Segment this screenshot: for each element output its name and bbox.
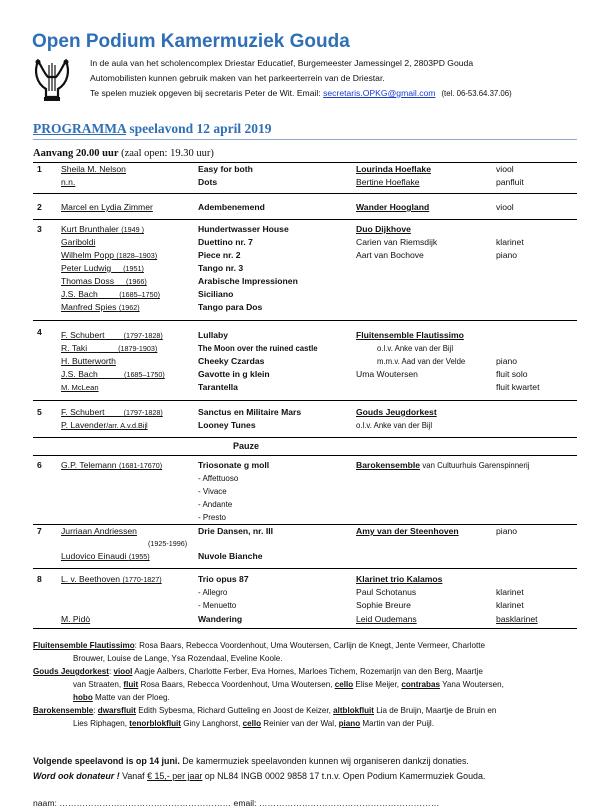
- composer-years: (1797-1828): [123, 408, 163, 417]
- composer-name: F. Schubert: [61, 330, 105, 340]
- composer-years: (1966): [125, 277, 147, 286]
- instrument: piano: [496, 526, 518, 536]
- note-label: Fluitensemble Flautissimo: [33, 641, 135, 650]
- composer-name: G.P. Telemann: [61, 460, 117, 470]
- performer: Aart van Bochove: [356, 250, 424, 260]
- instrument: fluit solo: [496, 369, 528, 379]
- donor-text: op NL84 INGB 0002 9858 17 t.n.v. Open Podium Kamermuziek Gouda.: [202, 771, 486, 781]
- composer: [61, 574, 162, 585]
- pause-label: Pauze: [233, 441, 260, 451]
- instrument-label: piano: [338, 719, 361, 728]
- item-number: 5: [37, 407, 42, 417]
- composer-name: Ludovico Einaudi: [61, 551, 127, 561]
- piece-title: Lullaby: [198, 330, 229, 340]
- note-text: Martin van der Puijl.: [360, 719, 434, 728]
- note-text: Matte van der Ploeg.: [92, 693, 170, 702]
- donor-amount: € 15,- per jaar: [147, 771, 203, 781]
- composer: [61, 224, 144, 235]
- item-number: 4: [37, 327, 42, 337]
- note-text: Elise Meijer,: [353, 680, 402, 689]
- piece-title: Duettino nr. 7: [198, 237, 253, 247]
- performer: Uma Woutersen: [356, 369, 418, 379]
- composer-name: Peter Ludwig: [61, 263, 112, 273]
- note-text: Yana Woutersen,: [440, 680, 504, 689]
- row-divider: [33, 524, 577, 525]
- piece-title: Trio opus 87: [198, 574, 249, 584]
- piece-title: Sanctus en Militaire Mars: [198, 407, 302, 417]
- row-divider: [33, 437, 577, 438]
- instrument: piano: [496, 250, 518, 260]
- composer-name: Thomas Doss: [61, 276, 115, 286]
- piece-title: Hundertwasser House: [198, 224, 289, 234]
- performer: Wander Hoogland: [356, 202, 430, 212]
- movement: - Vivace: [198, 487, 227, 496]
- composer: M. McLean: [61, 383, 99, 392]
- note-text: Giny Langhorst,: [180, 719, 243, 728]
- piece-title: Tango para Dos: [198, 302, 263, 312]
- composer-years: (1962): [118, 303, 140, 312]
- note-text: : Rosa Baars, Rebecca Voordenhout, Uma Woutersen, Carlijn de Knegt, Jente Vermeer, Charlotte: [134, 641, 485, 650]
- piece-title: Looney Tunes: [198, 420, 256, 430]
- performer: Sophie Breure: [356, 600, 411, 610]
- contact-line: [90, 88, 512, 98]
- composer-years: (1828–1903): [116, 251, 158, 260]
- composer: [61, 420, 148, 431]
- composer: H. Butterworth: [61, 356, 116, 366]
- barok-note: Barokensemble: dwarsfluit Edith Sybesma, Richard Gutteling en Joost de Keizer, altblokfluit Lia de Bruijn, Maartje de Bruin en: [33, 706, 497, 715]
- instrument: klarinet: [496, 600, 524, 610]
- composer: [61, 330, 163, 341]
- composer: [61, 263, 144, 274]
- row-divider: [33, 400, 577, 401]
- ensemble-notes: [33, 639, 578, 730]
- start-time: [33, 148, 214, 159]
- composer: M. Pidò: [61, 614, 91, 624]
- row-divider: [33, 628, 577, 629]
- piece-title: Wandering: [198, 614, 243, 624]
- composer-name: P. Lavender: [61, 420, 107, 430]
- row-divider: [33, 162, 577, 163]
- performer-name: Barokensemble: [356, 460, 421, 470]
- composer-name: R. Taki: [61, 343, 88, 353]
- piece-title: Easy for both: [198, 164, 253, 174]
- instrument: klarinet: [496, 237, 524, 247]
- programma-heading: [33, 121, 272, 137]
- composer: [61, 551, 150, 562]
- piece-title: The Moon over the ruined castle: [198, 344, 318, 353]
- note-text: Edith Sybesma, Richard Gutteling en Joost de Keizer,: [136, 706, 334, 715]
- performer: o.l.v. Anke van der Bijl: [356, 421, 433, 430]
- note-text: Aagje Aalbers, Charlotte Ferber, Eva Hornes, Marloes Tichem, Rozemarijn van den Berg, Maartje: [132, 667, 483, 676]
- programma-date: speelavond 12 april 2019: [129, 121, 272, 136]
- composer-years: (1925-1996): [148, 539, 188, 548]
- phone-text: (tel. 06-53.64.37.06): [441, 89, 512, 98]
- composer: Gariboldi: [61, 237, 96, 247]
- performer: Duo Dijkhove: [356, 224, 411, 234]
- program-table: [33, 162, 577, 632]
- donor-cta: Word ook donateur !: [33, 771, 120, 781]
- performer-note: van Cultuurhuis Garenspinnerij: [422, 461, 530, 470]
- item-number: 2: [37, 202, 42, 212]
- instrument: klarinet: [496, 587, 524, 597]
- instrument-label: cello: [242, 719, 262, 728]
- composer-years: (1770-1827): [122, 575, 162, 584]
- name-email-field[interactable]: naam: …………………………………………………… email: ………………………………………………………: [33, 798, 440, 808]
- note-text: van Straaten,: [73, 680, 124, 689]
- programma-label: PROGRAMMA: [33, 121, 126, 136]
- item-number: 3: [37, 224, 42, 234]
- performer: Gouds Jeugdorkest: [356, 407, 437, 417]
- row-divider: [33, 320, 577, 321]
- composer-name: J.S. Bach: [61, 289, 98, 299]
- performer: Bertine Hoeflake: [356, 177, 420, 187]
- composer-years: (1685–1750): [124, 370, 165, 379]
- piece-title: Tarantella: [198, 382, 238, 392]
- instrument-label: contrabas: [401, 680, 440, 689]
- donor-text: Vanaf: [119, 771, 148, 781]
- composer-years: (1879-1903): [118, 344, 158, 353]
- composer-years: (1797-1828): [123, 331, 163, 340]
- venue-line: In de aula van het scholencomplex Driestar Educatief, Burgemeester Jamessingel 2, 2803PD Gouda: [90, 58, 474, 68]
- email-link[interactable]: secretaris.OPKG@gmail.com: [323, 88, 436, 98]
- composer: n.n.: [61, 177, 76, 187]
- composer: [61, 302, 140, 313]
- next-evening: [33, 756, 469, 766]
- item-number: 8: [37, 574, 42, 584]
- composer-years: (1949 ): [121, 225, 144, 234]
- row-divider: [33, 193, 577, 194]
- instrument-label: viool: [113, 667, 133, 676]
- instrument: panfluit: [496, 177, 524, 187]
- composer: Jurriaan Andriessen: [61, 526, 137, 536]
- flautissimo-note: [33, 639, 578, 652]
- instrument: basklarinet: [496, 614, 538, 624]
- movement: - Andante: [198, 500, 233, 509]
- start-time-note: (zaal open: 19.30 uur): [121, 148, 214, 159]
- jeugdorkest-note: Gouds Jeugdorkest: viool Aagje Aalbers, Charlotte Ferber, Eva Hornes, Marloes Tichem, Rozemarijn van den Berg, Maartje: [33, 667, 483, 676]
- performer: Klarinet trio Kalamos: [356, 574, 443, 584]
- composer-name: J.S. Bach: [61, 369, 98, 379]
- donor-line: [33, 771, 485, 781]
- instrument-label: tenorblokfluit: [129, 719, 181, 728]
- note-label: Gouds Jeugdorkest: [33, 667, 110, 676]
- instrument: viool: [496, 202, 514, 212]
- flautissimo-note-cont: Brouwer, Louise de Lange, Ysa Rozendaal, Eveline Koole.: [73, 654, 283, 663]
- composer: [61, 250, 157, 261]
- composer: [61, 289, 160, 300]
- instrument-label: cello: [334, 680, 354, 689]
- composer: [61, 407, 163, 418]
- divider: [33, 139, 577, 140]
- note-text: Lies Riphagen,: [73, 719, 130, 728]
- composer-name: F. Schubert: [61, 407, 105, 417]
- composer: [61, 276, 147, 287]
- piece-title: Piece nr. 2: [198, 250, 241, 260]
- performer: [356, 460, 529, 471]
- instrument: fluit kwartet: [496, 382, 540, 392]
- arranger: /arr. A.v.d.Bijl: [106, 421, 148, 430]
- contact-text: Te spelen muziek opgeven bij secretaris Peter de Wit. Email:: [90, 88, 324, 98]
- start-time-bold: Aanvang 20.00 uur: [33, 148, 119, 159]
- item-number: 6: [37, 460, 42, 470]
- row-divider: [33, 568, 577, 569]
- performer: Carien van Riemsdijk: [356, 237, 438, 247]
- piece-title: Arabische Impressionen: [198, 276, 298, 286]
- jeugdorkest-note-cont: [33, 691, 578, 704]
- movement: - Affettuoso: [198, 474, 239, 483]
- instrument-label: fluit: [123, 680, 139, 689]
- item-number: 7: [37, 526, 42, 536]
- note-text: Reinier van der Wal,: [261, 719, 339, 728]
- composer-name: Manfred Spies: [61, 302, 117, 312]
- piece-title: Siciliano: [198, 289, 234, 299]
- composer-years: (1681-17670): [118, 461, 163, 470]
- piece-title: Cheeky Czardas: [198, 356, 265, 366]
- piece-title: Gavotte in g klein: [198, 369, 270, 379]
- instrument-label: hobo: [73, 693, 93, 702]
- piece-title: Drie Dansen, nr. III: [198, 526, 273, 536]
- movement: - Presto: [198, 513, 227, 522]
- barok-note-cont: [33, 717, 578, 730]
- performer: Paul Schotanus: [356, 587, 417, 597]
- note-label: Barokensemble: [33, 706, 94, 715]
- performer: o.l.v. Anke van der Bijl: [377, 344, 454, 353]
- performer: Leid Oudemans: [356, 614, 417, 624]
- composer-name: Kurt Brunthaler: [61, 224, 119, 234]
- movement: - Menuetto: [198, 601, 237, 610]
- piece-title: Triosonate g moll: [198, 460, 270, 470]
- movement: - Allegro: [198, 588, 228, 597]
- instrument: piano: [496, 356, 518, 366]
- row-divider: [33, 455, 577, 456]
- note-text: Rosa Baars, Rebecca Voordenhout, Uma Woutersen,: [138, 680, 335, 689]
- jeugdorkest-note-cont: [33, 678, 578, 691]
- instrument-label: altblokfluit: [333, 706, 374, 715]
- composer: [61, 460, 162, 471]
- composer-name: Wilhelm Popp: [61, 250, 115, 260]
- page-title: Open Podium Kamermuziek Gouda: [32, 31, 350, 52]
- piece-title: Dots: [198, 177, 218, 187]
- instrument: viool: [496, 164, 514, 174]
- next-evening-text: De kamermuziek speelavonden kunnen wij organiseren dankzij donaties.: [179, 756, 469, 766]
- composer-years: (1685–1750): [119, 290, 161, 299]
- piece-title: Nuvole Bianche: [198, 551, 263, 561]
- note-text: Lia de Bruijn, Maartje de Bruin en: [374, 706, 497, 715]
- instrument-label: dwarsfluit: [97, 706, 137, 715]
- composer: Marcel en Lydia Zimmer: [61, 202, 153, 212]
- performer: Amy van der Steenhoven: [356, 526, 459, 536]
- lyre-icon: [32, 57, 72, 103]
- composer: Sheila M. Nelson: [61, 164, 126, 174]
- performer: Fluitensemble Flautissimo: [356, 330, 464, 340]
- piece-title: Adembenemend: [198, 202, 265, 212]
- performer: m.m.v. Aad van der Velde: [377, 357, 466, 366]
- composer-years: (1955): [128, 552, 150, 561]
- item-number: 1: [37, 164, 42, 174]
- piece-title: Tango nr. 3: [198, 263, 244, 273]
- composer: [61, 343, 157, 354]
- composer: [61, 369, 165, 380]
- composer-years: (1951): [123, 264, 144, 273]
- parking-line: Automobilisten kunnen gebruik maken van het parkeerterrein van de Driestar.: [90, 73, 385, 83]
- next-evening-bold: Volgende speelavond is op 14 juni.: [33, 756, 180, 766]
- row-divider: [33, 219, 577, 220]
- composer-name: L. v. Beethoven: [61, 574, 121, 584]
- performer: Lourinda Hoeflake: [356, 164, 431, 174]
